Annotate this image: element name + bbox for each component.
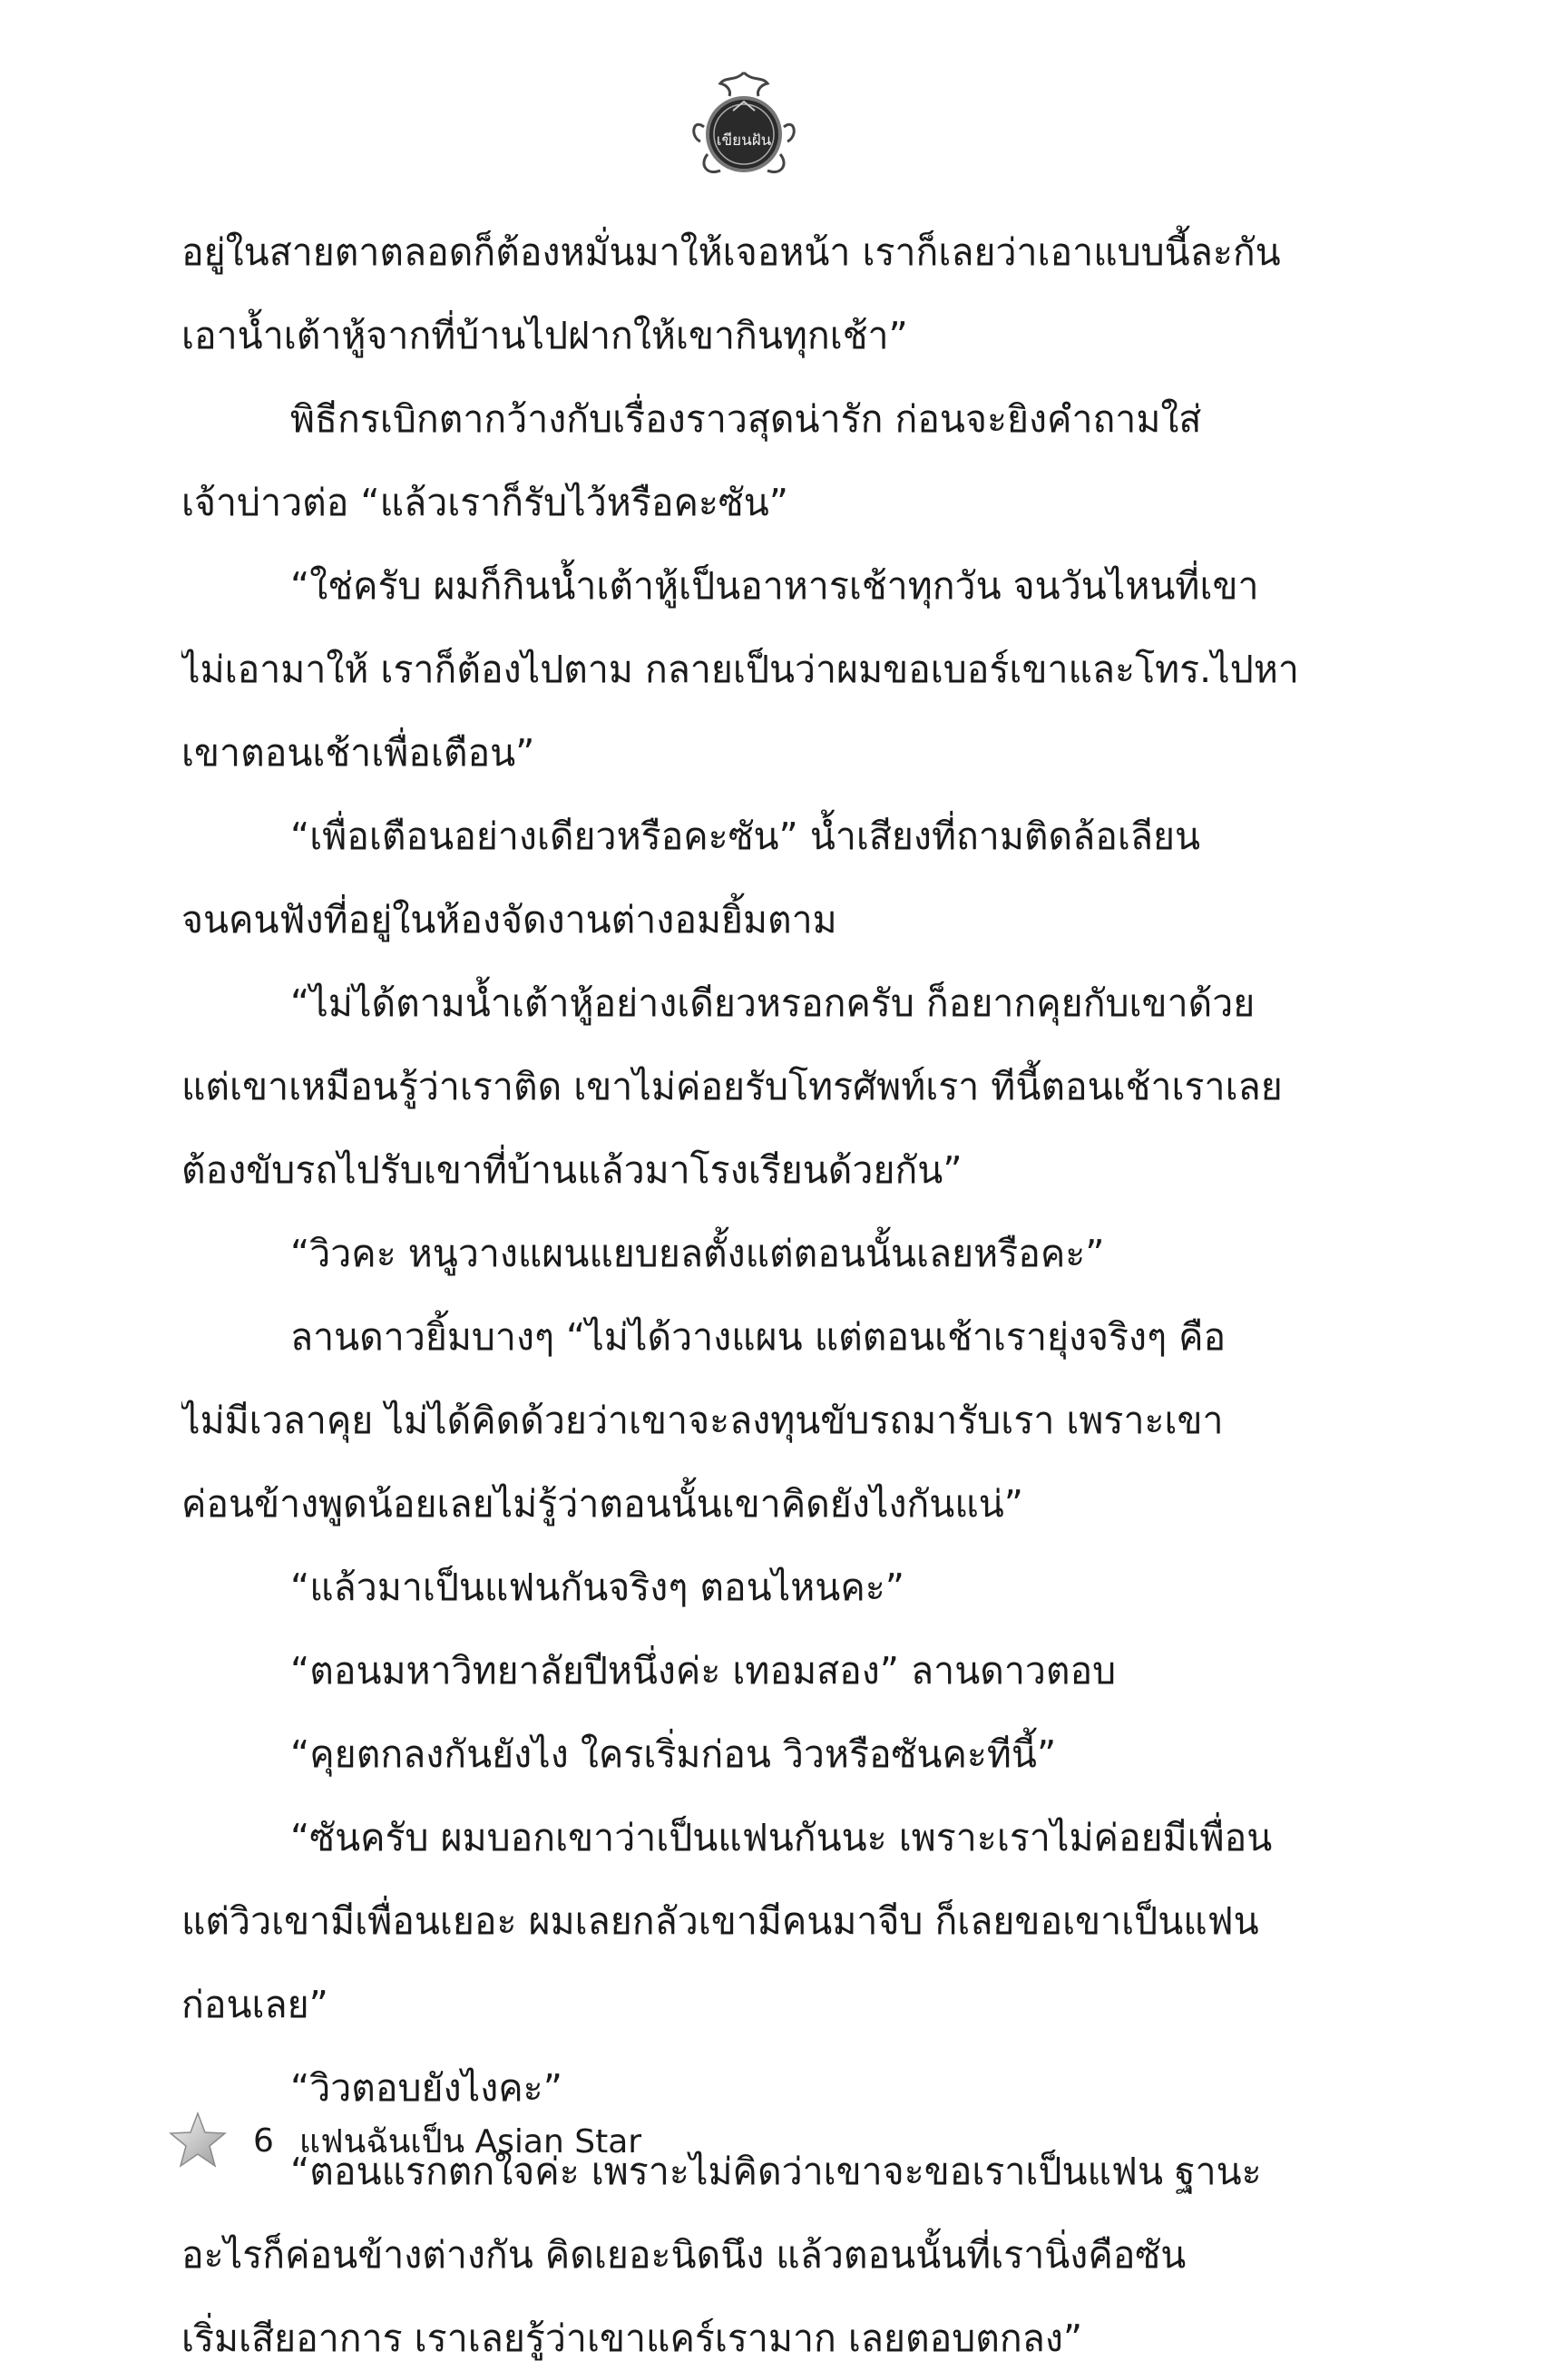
text-line: “ตอนแรกตกใจค่ะ เพราะไม่คิดว่าเขาจะขอเราเป็นแฟน ฐานะ <box>290 2150 1262 2193</box>
book-title: แฟนฉันเป็น Asian Star <box>298 2122 642 2161</box>
text-line: “แล้วมาเป็นแฟนกันจริงๆ ตอนไหนคะ” <box>290 1566 905 1609</box>
text-line: “ใช่ครับ ผมก็กินน้ำเต้าหู้เป็นอาหารเช้าทุกวัน จนวันไหนที่เขา <box>290 564 1259 608</box>
logo-text: เขียนฝัน <box>716 132 772 150</box>
text-line: ก่อนเลย” <box>181 1983 328 2026</box>
text-line: “วิวคะ หนูวางแผนแยบยลตั้งแต่ตอนนั้นเลยหรือคะ” <box>290 1232 1105 1275</box>
text-line: “ตอนมหาวิทยาลัยปีหนึ่งค่ะ เทอมสอง” ลานดาวตอบ <box>290 1649 1117 1692</box>
text-line: ไม่เอามาให้ เราก็ต้องไปตาม กลายเป็นว่าผมขอเบอร์เขาและโทร.ไปหา <box>181 648 1299 691</box>
text-line: พิธีกรเบิกตากว้างกับเรื่องราวสุดน่ารัก ก่อนจะยิงคำถามใส่ <box>290 397 1202 441</box>
text-line: “ไม่ได้ตามน้ำเต้าหู้อย่างเดียวหรอกครับ ก็อยากคุยกับเขาด้วย <box>290 981 1256 1025</box>
ornamental-crest-icon <box>680 63 807 190</box>
text-line: เขาตอนเช้าเพื่อเตือน” <box>181 731 535 775</box>
page-footer <box>168 2109 803 2172</box>
text-line: “คุยตกลงกันยังไง ใครเริ่มก่อน วิวหรือซันคะทีนี้” <box>290 1732 1057 1776</box>
text-line: เจ้าบ่าวต่อ “แล้วเราก็รับไว้หรือคะซัน” <box>181 481 789 524</box>
text-line: เอาน้ำเต้าหู้จากที่บ้านไปฝากให้เขากินทุกเช้า” <box>181 314 908 357</box>
text-line: ไม่มีเวลาคุย ไม่ได้คิดด้วยว่าเขาจะลงทุนขับรถมารับเรา เพราะเขา <box>181 1399 1224 1442</box>
text-line: ค่อนข้างพูดน้อยเลยไม่รู้ว่าตอนนั้นเขาคิดยังไงกันแน่” <box>181 1482 1024 1526</box>
text-line: อะไรก็ค่อนข้างต่างกัน คิดเยอะนิดนึง แล้วตอนนั้นที่เรานิ่งคือซัน <box>181 2233 1187 2277</box>
text-line: เริ่มเสียอาการ เราเลยรู้ว่าเขาแคร์เรามาก เลยตอบตกลง” <box>181 2317 1083 2360</box>
star-icon <box>168 2111 228 2170</box>
text-line: จนคนฟังที่อยู่ในห้องจัดงานต่างอมยิ้มตาม <box>181 898 837 941</box>
text-line: “เพื่อเตือนอย่างเดียวหรือคะซัน” น้ำเสียงที่ถามติดล้อเลียน <box>290 814 1201 858</box>
page-number: 6 <box>253 2122 274 2160</box>
text-line: แต่วิวเขามีเพื่อนเยอะ ผมเลยกลัวเขามีคนมาจีบ ก็เลยขอเขาเป็นแฟน <box>181 1899 1259 1943</box>
text-line: ต้องขับรถไปรับเขาที่บ้านแล้วมาโรงเรียนด้วยกัน” <box>181 1148 963 1192</box>
text-line: อยู่ในสายตาตลอดก็ต้องหมั่นมาให้เจอหน้า เราก็เลยว่าเอาแบบนี้ละกัน <box>181 230 1281 274</box>
text-line: “วิวตอบยังไงคะ” <box>290 2066 562 2110</box>
page-body <box>181 210 1299 2380</box>
text-line: แต่เขาเหมือนรู้ว่าเราติด เขาไม่ค่อยรับโทรศัพท์เรา ทีนี้ตอนเช้าเราเลย <box>181 1065 1283 1108</box>
publisher-logo <box>680 63 807 190</box>
text-line: “ซันครับ ผมบอกเขาว่าเป็นแฟนกันนะ เพราะเราไม่ค่อยมีเพื่อน <box>290 1816 1273 1859</box>
text-line: ลานดาวยิ้มบางๆ “ไม่ได้วางแผน แต่ตอนเช้าเรายุ่งจริงๆ คือ <box>290 1315 1227 1359</box>
